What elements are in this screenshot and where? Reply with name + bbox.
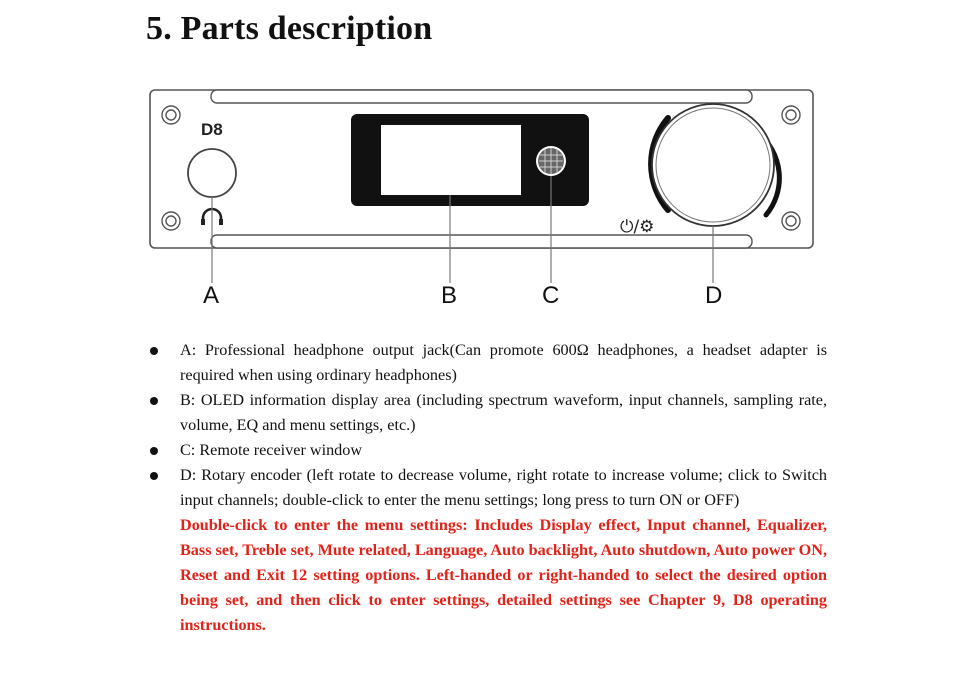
callout-b: B (441, 282, 458, 309)
front-panel-diagram (0, 0, 960, 320)
menu-settings-note: Double-click to enter the menu settings: Includes Display effect, Input channel, Equalizer, Bass set, Treble set, Mute related, Language, Auto backlight, Auto shutdown, Auto power ON, Reset and Exit 12 setting options. Left-handed or right-handed to select the desired option being set, and then click to enter settings, detailed settings see Chapter 9, D8 operating instructions. (180, 516, 827, 634)
model-label: D8 (201, 120, 223, 139)
power-settings-icon: ⏻/⚙ (620, 217, 655, 237)
headphone-jack (188, 149, 236, 197)
bullet-icon (150, 447, 158, 455)
screw-icon (782, 106, 800, 124)
bullet-icon (150, 347, 158, 355)
callout-a: A (203, 282, 220, 309)
panel-top-groove (211, 90, 752, 103)
oled-screen (381, 125, 521, 195)
remote-receiver-window (536, 146, 566, 176)
description-text: B: OLED information display area (including spectrum waveform, input channels, sampling rate, volume, EQ and menu settings, etc.) (180, 391, 827, 434)
list-item (147, 338, 827, 388)
screw-icon (782, 212, 800, 230)
screw-icon (162, 212, 180, 230)
description-text: A: Professional headphone output jack(Can promote 600Ω headphones, a headset adapter is required when using ordinary headphones) (180, 341, 827, 384)
bullet-icon (150, 472, 158, 480)
parts-description-list (147, 338, 827, 638)
callout-d: D (705, 282, 723, 309)
bullet-icon (150, 397, 158, 405)
screw-icon (162, 106, 180, 124)
description-text: D: Rotary encoder (left rotate to decrease volume, right rotate to increase volume; click to Switch input channels; double-click to enter the menu settings; long press to turn ON or OFF) (180, 466, 827, 509)
page-title: 5. Parts description (146, 10, 433, 47)
list-item (147, 438, 827, 463)
panel-bottom-groove (211, 235, 752, 248)
description-text: C: Remote receiver window (180, 441, 363, 459)
list-item (147, 463, 827, 638)
list-item (147, 388, 827, 438)
callout-c: C (542, 282, 560, 309)
